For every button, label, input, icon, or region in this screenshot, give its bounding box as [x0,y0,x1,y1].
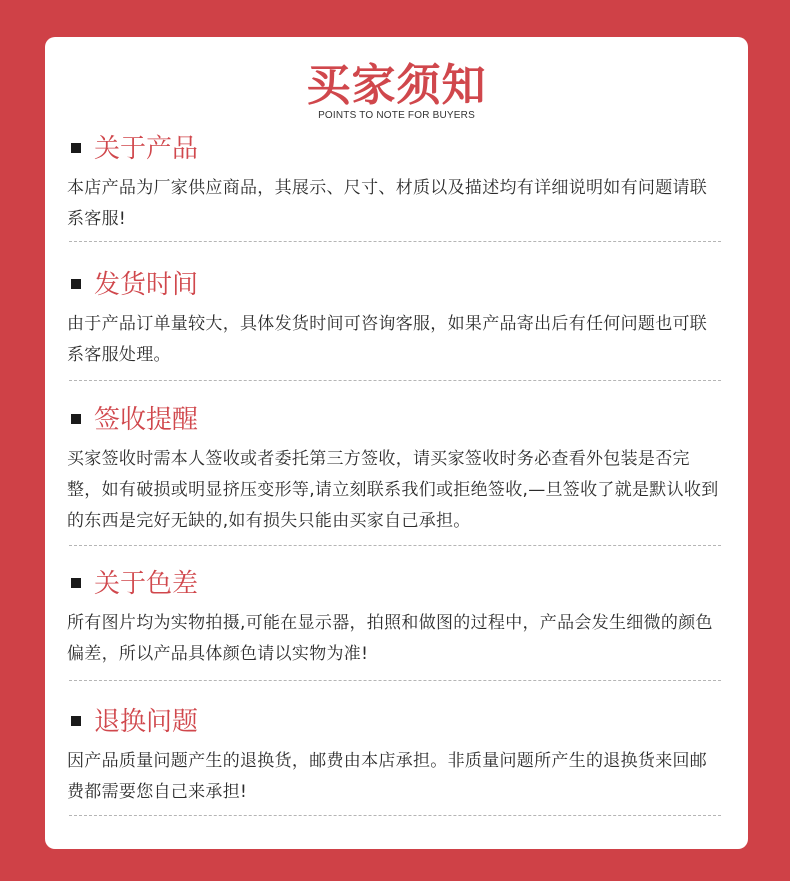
section-body: 买家签收时需本人签收或者委托第三方签收，请买家签收时务必查看外包装是否完整，如有破损或明显挤压变形等,请立刻联系我们或拒绝签收,—旦签收了就是默认收到的东西是完好无缺的,如有损失只能由买家自己承担。 [67,449,719,531]
section-title: 退换问题 [94,707,199,737]
divider [69,680,721,681]
section-heading [67,400,723,440]
section-title: 关于产品 [94,134,199,164]
divider [69,815,721,816]
section-title: 关于色差 [94,569,199,599]
section-title: 发货时间 [94,270,199,300]
section-color-difference [67,564,723,670]
square-bullet-icon [71,414,81,424]
section-body: 本店产品为厂家供应商品，其展示、尺寸、材质以及描述均有详细说明如有问题请联系客服! [67,178,708,229]
section-product [67,129,723,235]
square-bullet-icon [71,578,81,588]
section-body: 由于产品订单量较大，具体发货时间可咨询客服，如果产品寄出后有任何问题也可联系客服处理。 [67,314,708,365]
square-bullet-icon [71,279,81,289]
section-heading [67,265,723,305]
section-delivery-receipt [67,400,723,537]
page-subtitle: POINTS TO NOTE FOR BUYERS [318,110,475,121]
section-returns [67,702,723,808]
section-title: 签收提醒 [94,405,199,435]
square-bullet-icon [71,143,81,153]
section-shipping [67,265,723,371]
square-bullet-icon [71,716,81,726]
section-heading [67,564,723,604]
notice-card [45,37,748,849]
divider [69,545,721,546]
divider [69,241,721,242]
section-body: 所有图片均为实物拍摄,可能在显示器，拍照和做图的过程中，产品会发生细微的颜色偏差，所以产品具体颜色请以实物为准! [67,613,713,664]
page-title: 买家须知 [306,60,487,111]
section-body: 因产品质量问题产生的退换货，邮费由本店承担。非质量问题所产生的退换货来回邮费都需要您自己来承担! [67,751,708,802]
section-heading [67,129,723,169]
divider [69,380,721,381]
section-heading [67,702,723,742]
